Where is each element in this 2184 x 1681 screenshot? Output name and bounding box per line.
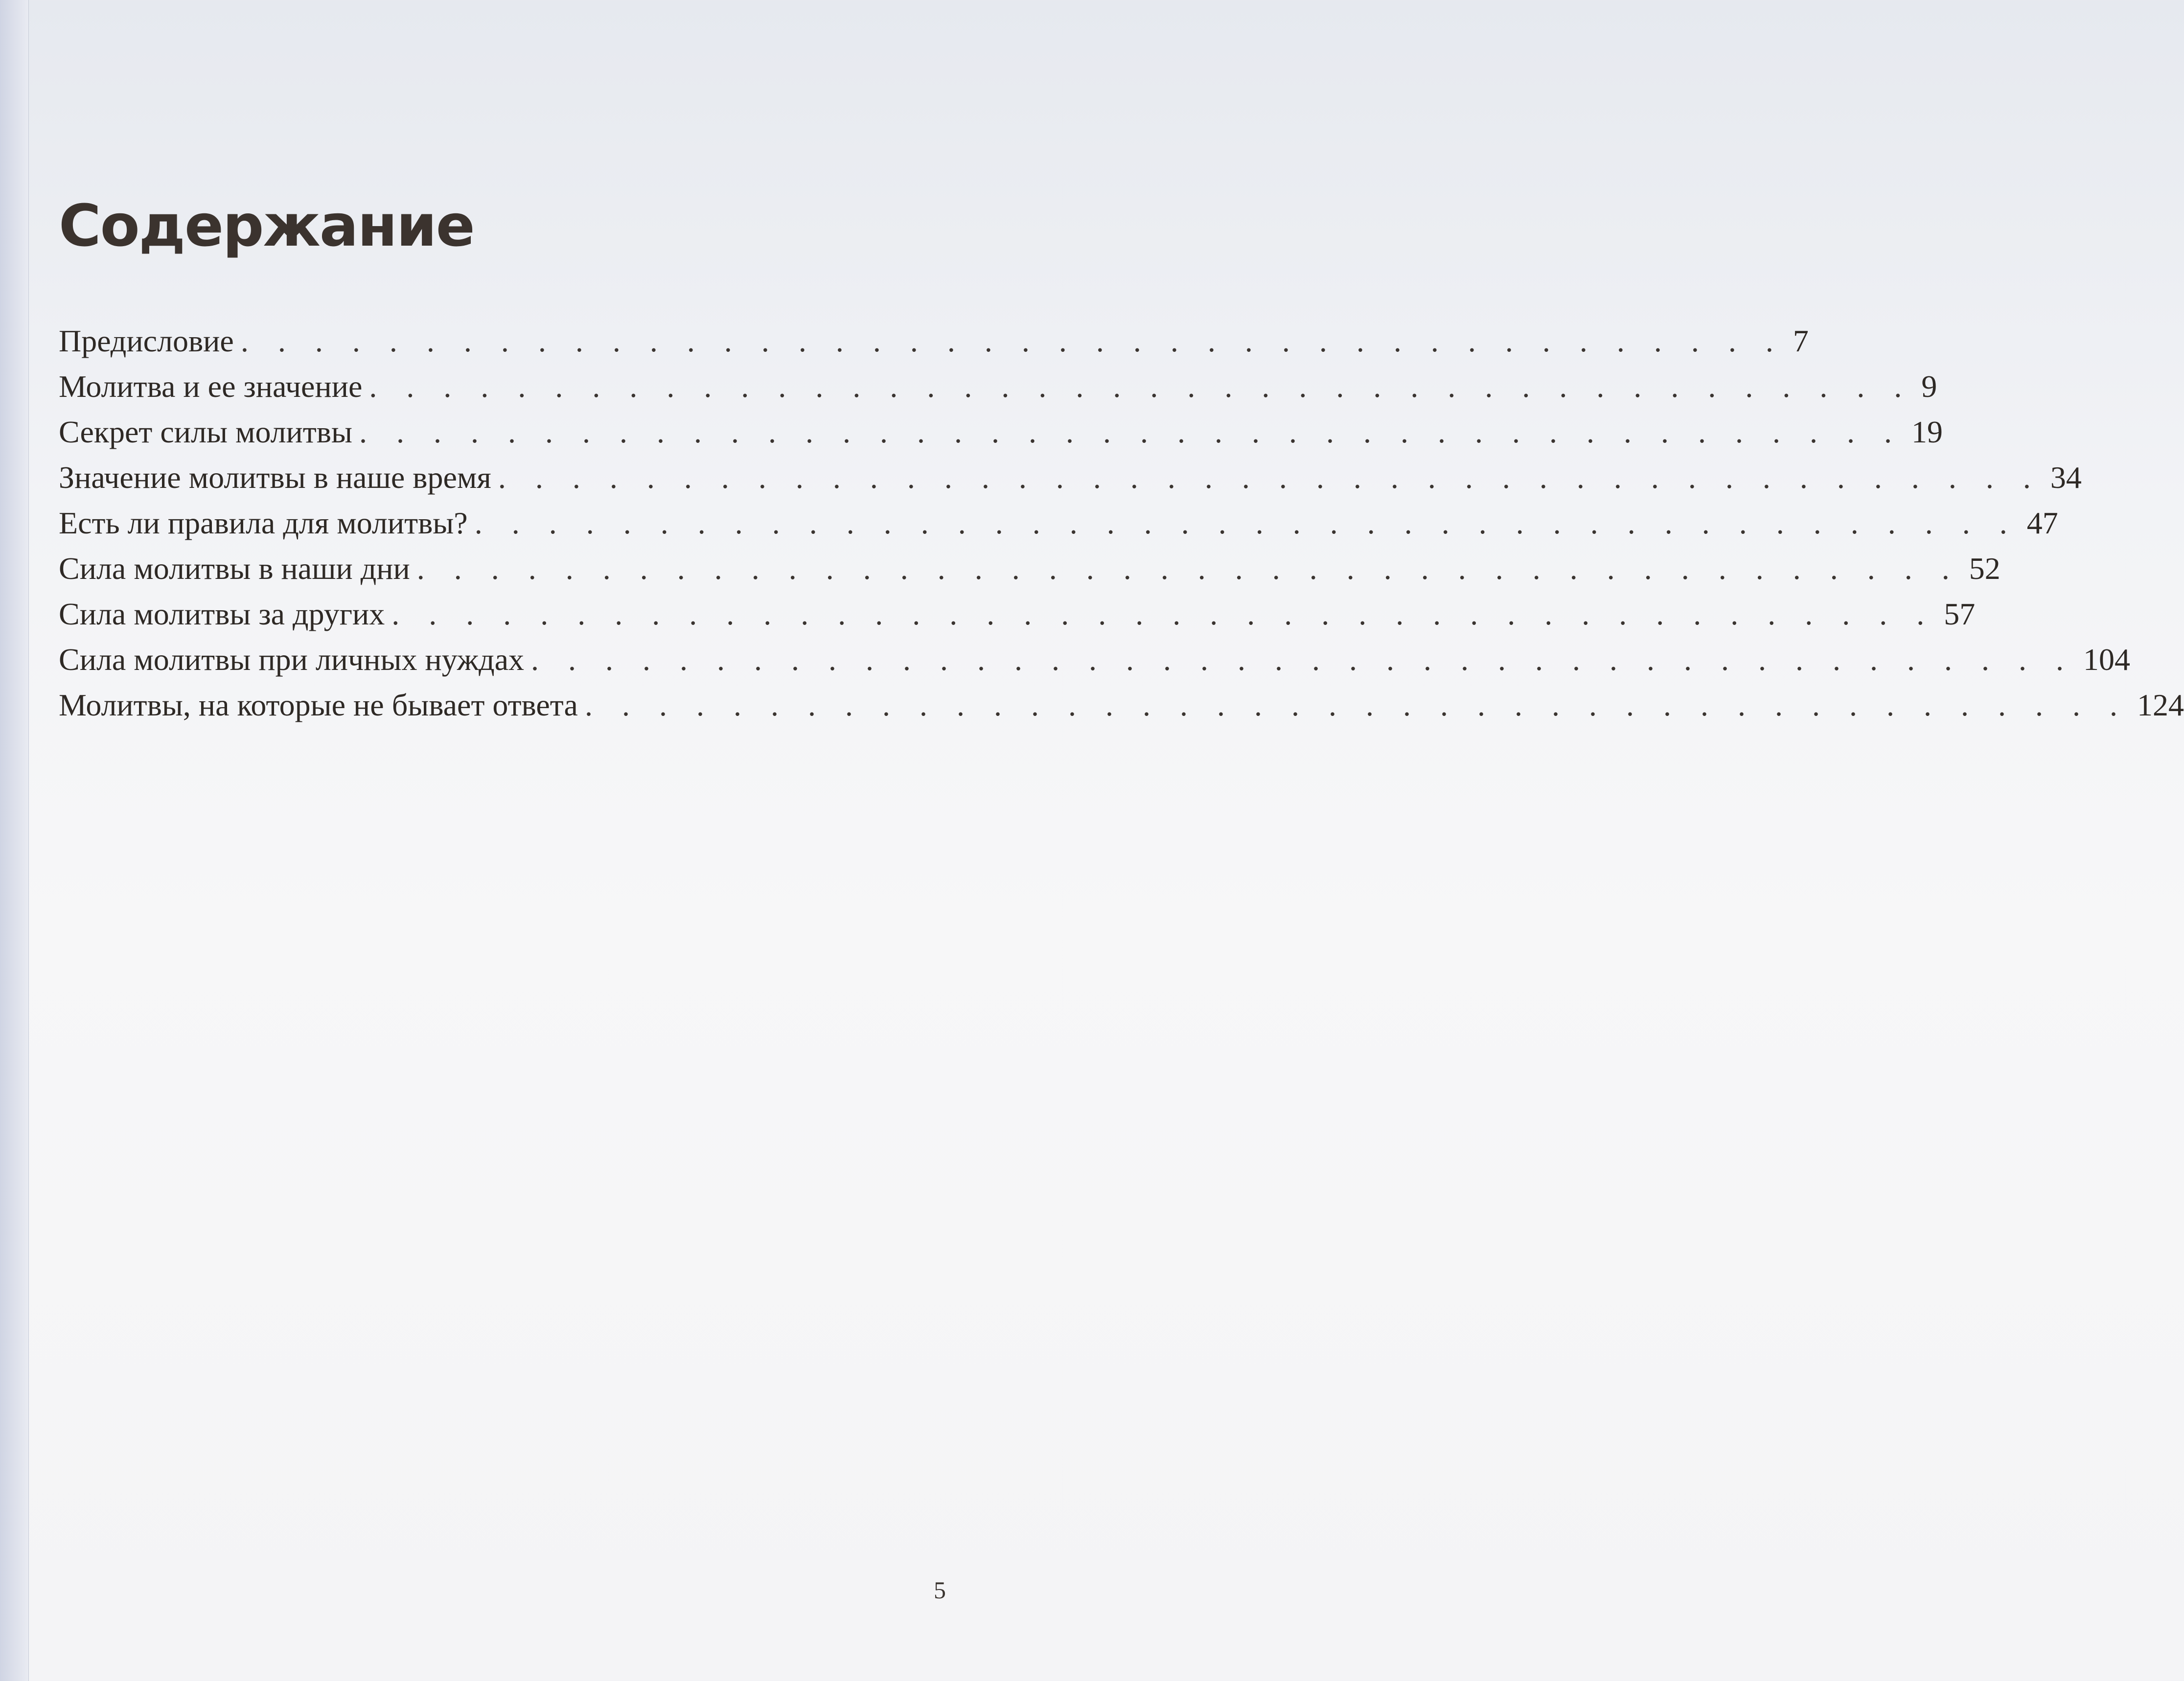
- dot-leader: . . . . . . . . . . . . . . . . . . . . . . . . . . . . . . . . . . . . . . . . . .: [391, 597, 1935, 631]
- page-title: Содержание: [59, 192, 474, 259]
- dot-leader: . . . . . . . . . . . . . . . . . . . . . . . . . . . . . . . . . . . . . . . . . .: [531, 642, 2075, 677]
- toc-entry: [59, 455, 2082, 500]
- toc-entry-page: 47: [2026, 506, 2058, 540]
- dot-leader: . . . . . . . . . . . . . . . . . . . . . . . . . . . . . . . . . . . . . . . . . .: [369, 369, 1913, 404]
- dot-leader: . . . . . . . . . . . . . . . . . . . . . . . . . . . . . . . . . . . . . . . . . .: [474, 506, 2018, 540]
- toc-entry-title: Предисловие: [59, 323, 234, 358]
- page-number: 5: [934, 1576, 946, 1604]
- toc-entry: [59, 500, 2058, 546]
- dot-leader: . . . . . . . . . . . . . . . . . . . . . . . . . . . . . . . . . . . . . . . . . .: [584, 688, 2128, 722]
- toc-entry: [59, 546, 2000, 591]
- toc-entry: [59, 318, 1809, 364]
- toc-entry: [59, 591, 1976, 637]
- dot-leader: . . . . . . . . . . . . . . . . . . . . . . . . . . . . . . . . . . . . . . . . . .: [498, 460, 2042, 495]
- dot-leader: . . . . . . . . . . . . . . . . . . . . . . . . . . . . . . . . . . . . . . . . . .: [416, 551, 1960, 586]
- toc-entry-page: 34: [2050, 460, 2082, 495]
- toc-entry-page: 19: [1911, 414, 1943, 449]
- book-page: [28, 0, 2184, 1681]
- toc-entry: [59, 409, 1943, 455]
- toc-entry-title: Молитвы, на которые не бывает ответа: [59, 688, 578, 722]
- toc-entry-title: Сила молитвы в наши дни: [59, 551, 410, 586]
- toc-entry-page: 7: [1793, 323, 1809, 358]
- toc-entry-title: Молитва и ее значение: [59, 369, 363, 404]
- dot-leader: . . . . . . . . . . . . . . . . . . . . . . . . . . . . . . . . . . . . . . . . . .: [240, 323, 1784, 358]
- toc-entry-title: Сила молитвы при личных нуждах: [59, 642, 525, 677]
- toc-entry-page: 104: [2083, 642, 2131, 677]
- toc-entry: [59, 637, 2131, 682]
- dot-leader: . . . . . . . . . . . . . . . . . . . . . . . . . . . . . . . . . . . . . . . . . .: [359, 414, 1903, 449]
- toc-entry-title: Значение молитвы в наше время: [59, 460, 491, 495]
- toc-entry-title: Есть ли правила для молитвы?: [59, 506, 468, 540]
- toc-entry-page: 9: [1921, 369, 1937, 404]
- table-of-contents: [59, 318, 2184, 728]
- toc-entry-page: 124: [2137, 688, 2184, 722]
- book-spine-edge: [0, 0, 29, 1681]
- toc-entry: [59, 682, 2184, 728]
- toc-entry-page: 52: [1969, 551, 2000, 586]
- toc-entry-page: 57: [1944, 597, 1976, 631]
- toc-entry-title: Секрет силы молитвы: [59, 414, 352, 449]
- toc-entry-title: Сила молитвы за других: [59, 597, 385, 631]
- toc-entry: [59, 364, 1937, 409]
